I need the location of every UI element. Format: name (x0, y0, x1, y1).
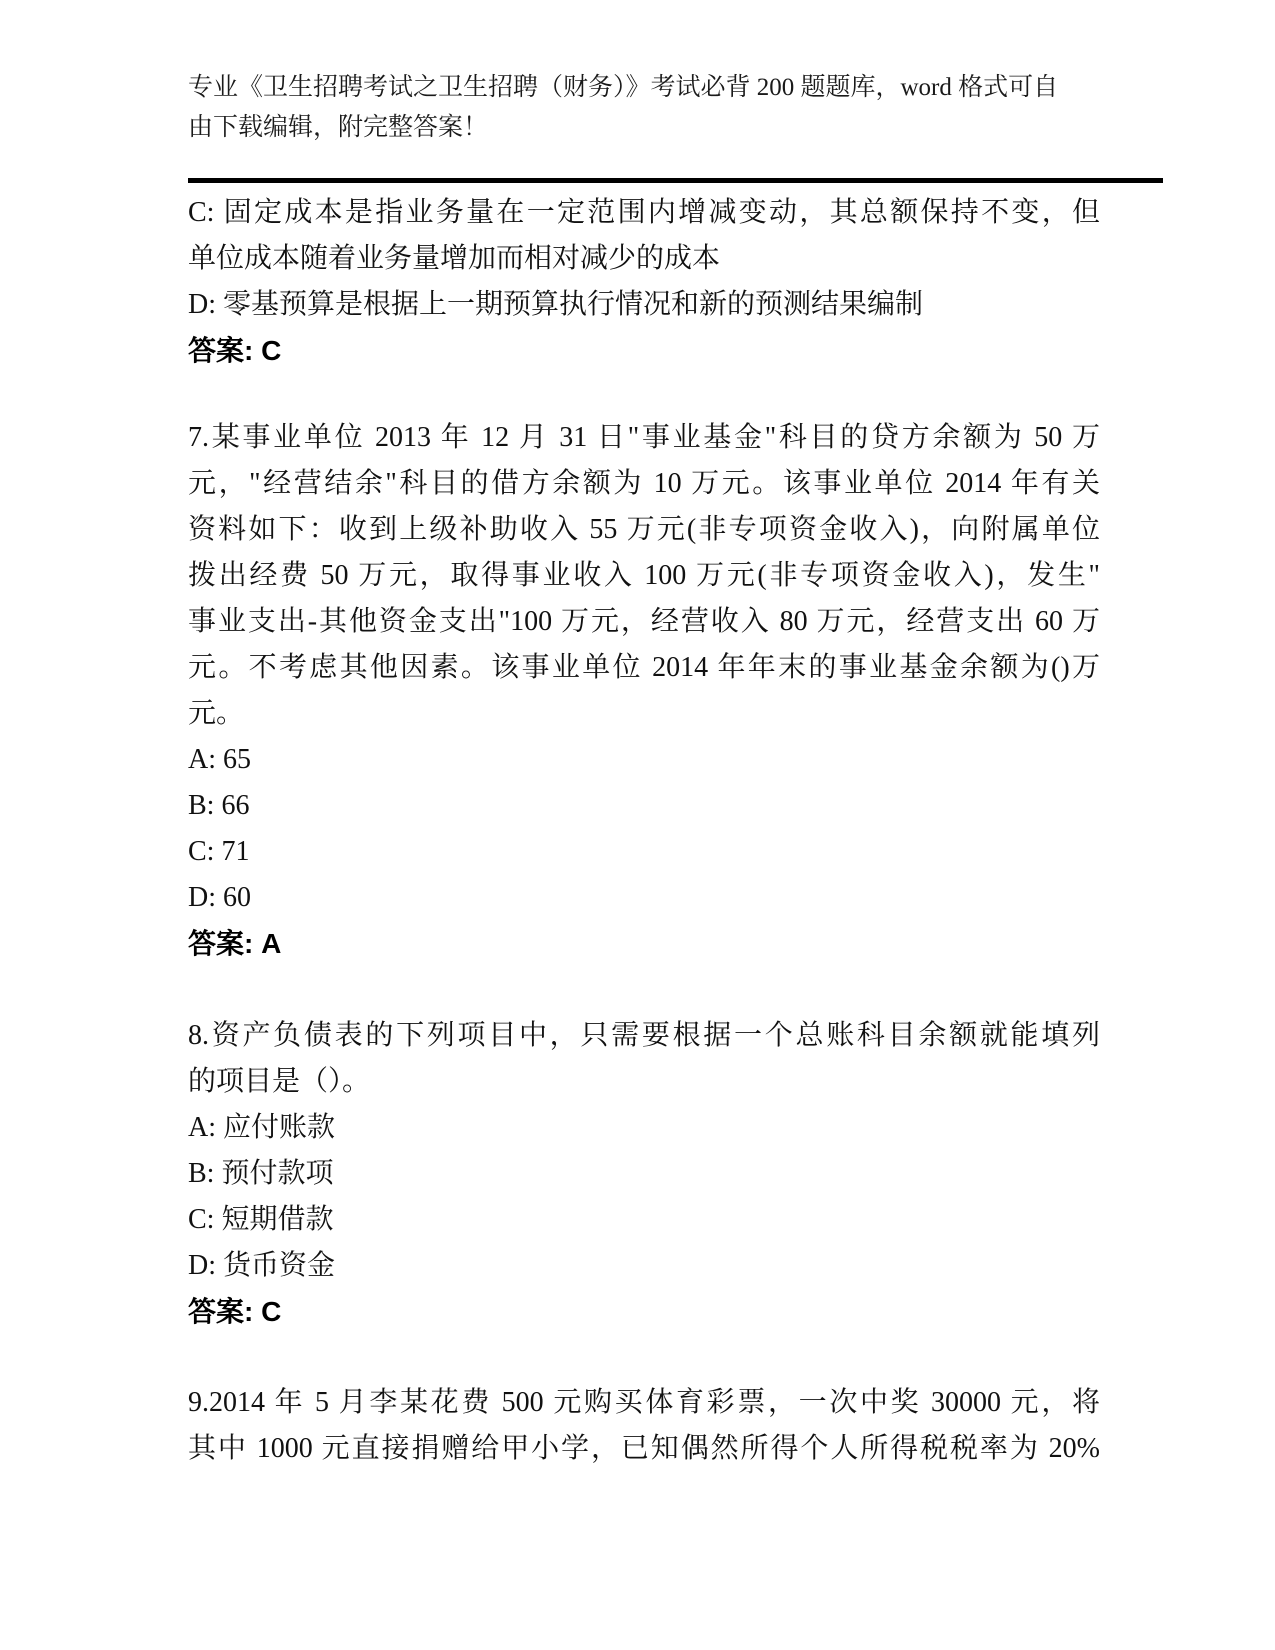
q7-text-line-3: 资料如下：收到上级补助收入 55 万元(非专项资金收入)，向附属单位 (188, 514, 1100, 545)
q8-option-a: A: 应付账款 (188, 1112, 336, 1143)
question-6-tail (188, 190, 1100, 374)
q6-option-c-line-1: C: 固定成本是指业务量在一定范围内增减变动，其总额保持不变，但 (188, 197, 1100, 228)
q8-text-line-1: 8.资产负债表的下列项目中，只需要根据一个总账科目余额就能填列 (188, 1020, 1100, 1051)
q6-option-d: D: 零基预算是根据上一期预算执行情况和新的预测结果编制 (188, 289, 924, 320)
q7-text-line-4: 拨出经费 50 万元，取得事业收入 100 万元(非专项资金收入)，发生" (188, 560, 1100, 591)
q7-option-a: A: 65 (188, 744, 251, 775)
question-8 (188, 1013, 1100, 1335)
q6-answer: 答案: C (188, 335, 282, 366)
q8-answer: 答案: C (188, 1296, 282, 1327)
q9-text-line-2: 其中 1000 元直接捐赠给甲小学，已知偶然所得个人所得税税率为 20% (188, 1433, 1100, 1464)
q7-option-d: D: 60 (188, 882, 251, 913)
q7-text-line-5: 事业支出-其他资金支出"100 万元，经营收入 80 万元，经营支出 60 万 (188, 606, 1100, 637)
q7-option-c: C: 71 (188, 836, 250, 867)
q8-option-d: D: 货币资金 (188, 1250, 336, 1281)
document-header (188, 68, 1100, 148)
q8-text-line-2: 的项目是（）。 (188, 1066, 371, 1097)
header-line-2: 由下载编辑，附完整答案！ (188, 114, 489, 141)
header-line-1: 专业《卫生招聘考试之卫生招聘（财务）》考试必背 200 题题库，word 格式可自 (188, 74, 1059, 101)
q8-option-c: C: 短期借款 (188, 1204, 334, 1235)
q7-text-line-2: 元，"经营结余"科目的借方余额为 10 万元。该事业单位 2014 年有关 (188, 468, 1100, 499)
question-9-partial (188, 1380, 1100, 1472)
q7-text-line-6: 元。不考虑其他因素。该事业单位 2014 年年末的事业基金余额为()万 (188, 652, 1100, 683)
header-divider-rule (188, 178, 1163, 183)
question-7 (188, 415, 1100, 967)
q7-answer: 答案: A (188, 928, 282, 959)
q7-text-line-7: 元。 (188, 698, 245, 729)
q7-text-line-1: 7.某事业单位 2013 年 12 月 31 日"事业基金"科目的贷方余额为 50 万 (188, 422, 1100, 453)
q6-option-c-line-2: 单位成本随着业务量增加而相对减少的成本 (188, 243, 721, 274)
q9-text-line-1: 9.2014 年 5 月李某花费 500 元购买体育彩票，一次中奖 30000 元，将 (188, 1387, 1100, 1418)
q8-option-b: B: 预付款项 (188, 1158, 334, 1189)
q7-option-b: B: 66 (188, 790, 250, 821)
